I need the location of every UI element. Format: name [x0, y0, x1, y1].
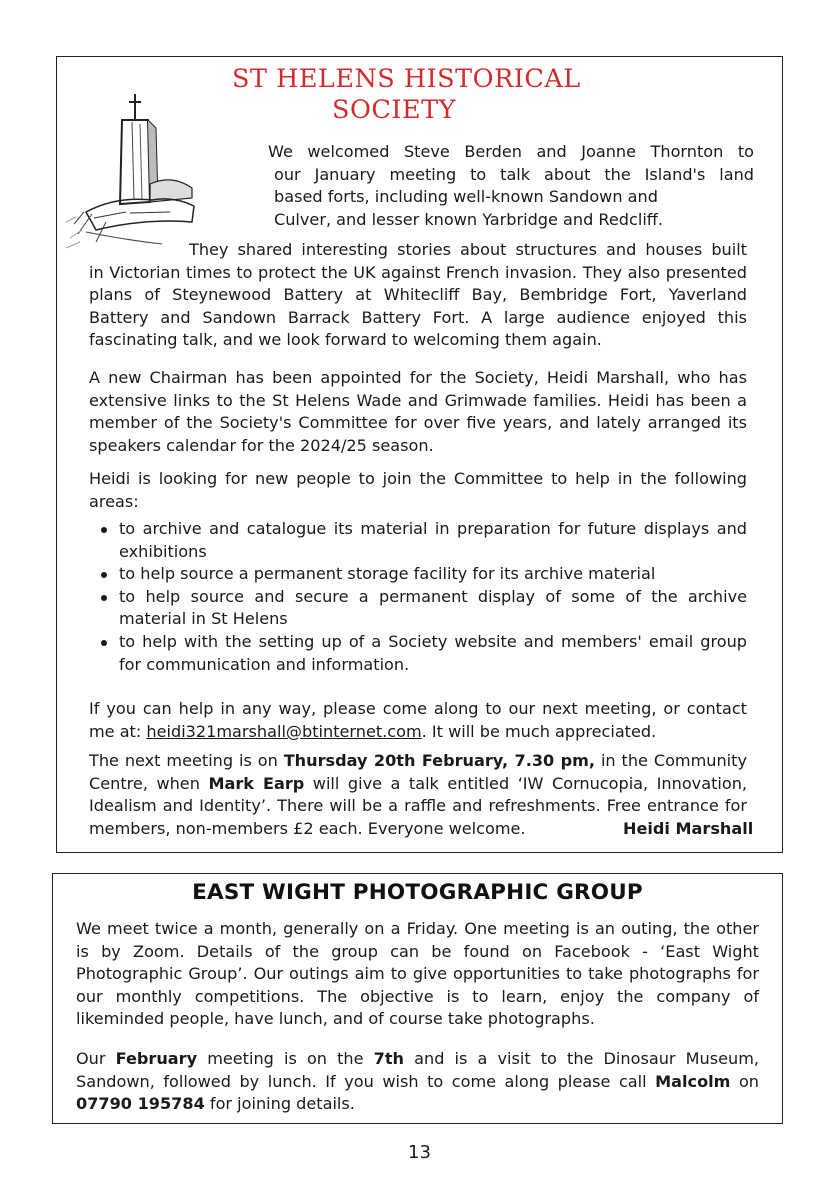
- forts-talk-paragraph: [89, 239, 747, 352]
- next-meeting-paragraph: The next meeting is on Thursday 20th February, 7.30 pm, in the Community Centre, when Mark Earp will give a talk entitled ‘IW Cornucopia, Innovation, Idealism and Identity’. There will be a raffle and refreshments. Free entrance for members, non-members £2 each. Everyone welcome.: [89, 751, 748, 838]
- bullet-icon: [101, 527, 107, 533]
- bullet-icon: [101, 640, 107, 646]
- help-areas-list: [89, 518, 747, 676]
- title-line-1: ST HELENS HISTORICAL: [232, 64, 581, 94]
- list-item: to archive and catalogue its material in preparation for future displays and exhibitions: [89, 518, 747, 563]
- list-item: to help source and secure a permanent display of some of the archive material in St Helens: [89, 586, 747, 631]
- paragraph-body: in Victorian times to protect the UK against French invasion. They also presented plans of Steynewood Battery at Whitecliff Bay, Bembridge Fort, Yaverland Battery and Sandown Barrack Battery Fort. A large audience enjoyed this fascinating talk, and we look forward to welcoming them again.: [89, 262, 747, 350]
- historical-society-title: [232, 64, 692, 126]
- paragraph-first-line: They shared interesting stories about structures and houses built: [189, 240, 747, 259]
- photographic-group-title: EAST WIGHT PHOTOGRAPHIC GROUP: [192, 880, 643, 905]
- meeting-date: Thursday 20th February, 7.30 pm,: [283, 751, 596, 770]
- intro-line: our January meeting to talk about the Island's land: [274, 164, 754, 184]
- new-chairman-paragraph: A new Chairman has been appointed for the Society, Heidi Marshall, who has extensive links to the St Helens Wade and Grimwade families. Heidi has been a member of the Society's Committee for over five years, and lately arranged its speakers calendar for the 2024/25 season.: [89, 368, 747, 455]
- email-link[interactable]: heidi321marshall@btinternet.com: [146, 721, 422, 741]
- list-item: to help source a permanent storage facility for its archive material: [89, 563, 747, 586]
- intro-line: We welcomed Steve Berden and Joanne Thornton to: [268, 142, 754, 161]
- photo-group-meeting-paragraph: Our February meeting is on the 7th and is a visit to the Dinosaur Museum, Sandown, followed by lunch. If you wish to come along please call Malcolm on 07790 195784 for joining details.: [76, 1049, 759, 1114]
- church-tower-illustration: [66, 72, 196, 252]
- signature: Heidi Marshall: [623, 819, 754, 838]
- intro-line: based forts, including well-known Sandown and: [274, 187, 658, 207]
- intro-paragraph: [268, 141, 754, 231]
- bullet-icon: [101, 595, 107, 601]
- contact-paragraph: If you can help in any way, please come along to our next meeting, or contact me at: heidi321marshall@btinternet.com. It will be much appreciated.: [89, 699, 747, 741]
- photo-group-intro-paragraph: We meet twice a month, generally on a Friday. One meeting is an outing, the other is by Zoom. Details of the group can be found on Facebook - ‘East Wight Photographic Group’. Our outings aim to give opportunities to take photographs for our monthly competitions. The objective is to learn, enjoy the company of likeminded people, have lunch, and of course take photographs.: [76, 919, 759, 1029]
- page-number: 13: [408, 1142, 431, 1163]
- intro-line: Culver, and lesser known Yarbridge and Redcliff.: [274, 209, 664, 229]
- list-item: to help with the setting up of a Society website and members' email group for communication and information.: [89, 631, 747, 676]
- phone-number: 07790 195784: [76, 1094, 205, 1114]
- speaker-name: Mark Earp: [208, 773, 305, 793]
- bullet-icon: [101, 572, 107, 578]
- contact-name: Malcolm: [655, 1071, 731, 1091]
- title-line-2: SOCIETY: [332, 95, 456, 125]
- committee-paragraph: Heidi is looking for new people to join the Committee to help in the following areas:: [89, 469, 747, 511]
